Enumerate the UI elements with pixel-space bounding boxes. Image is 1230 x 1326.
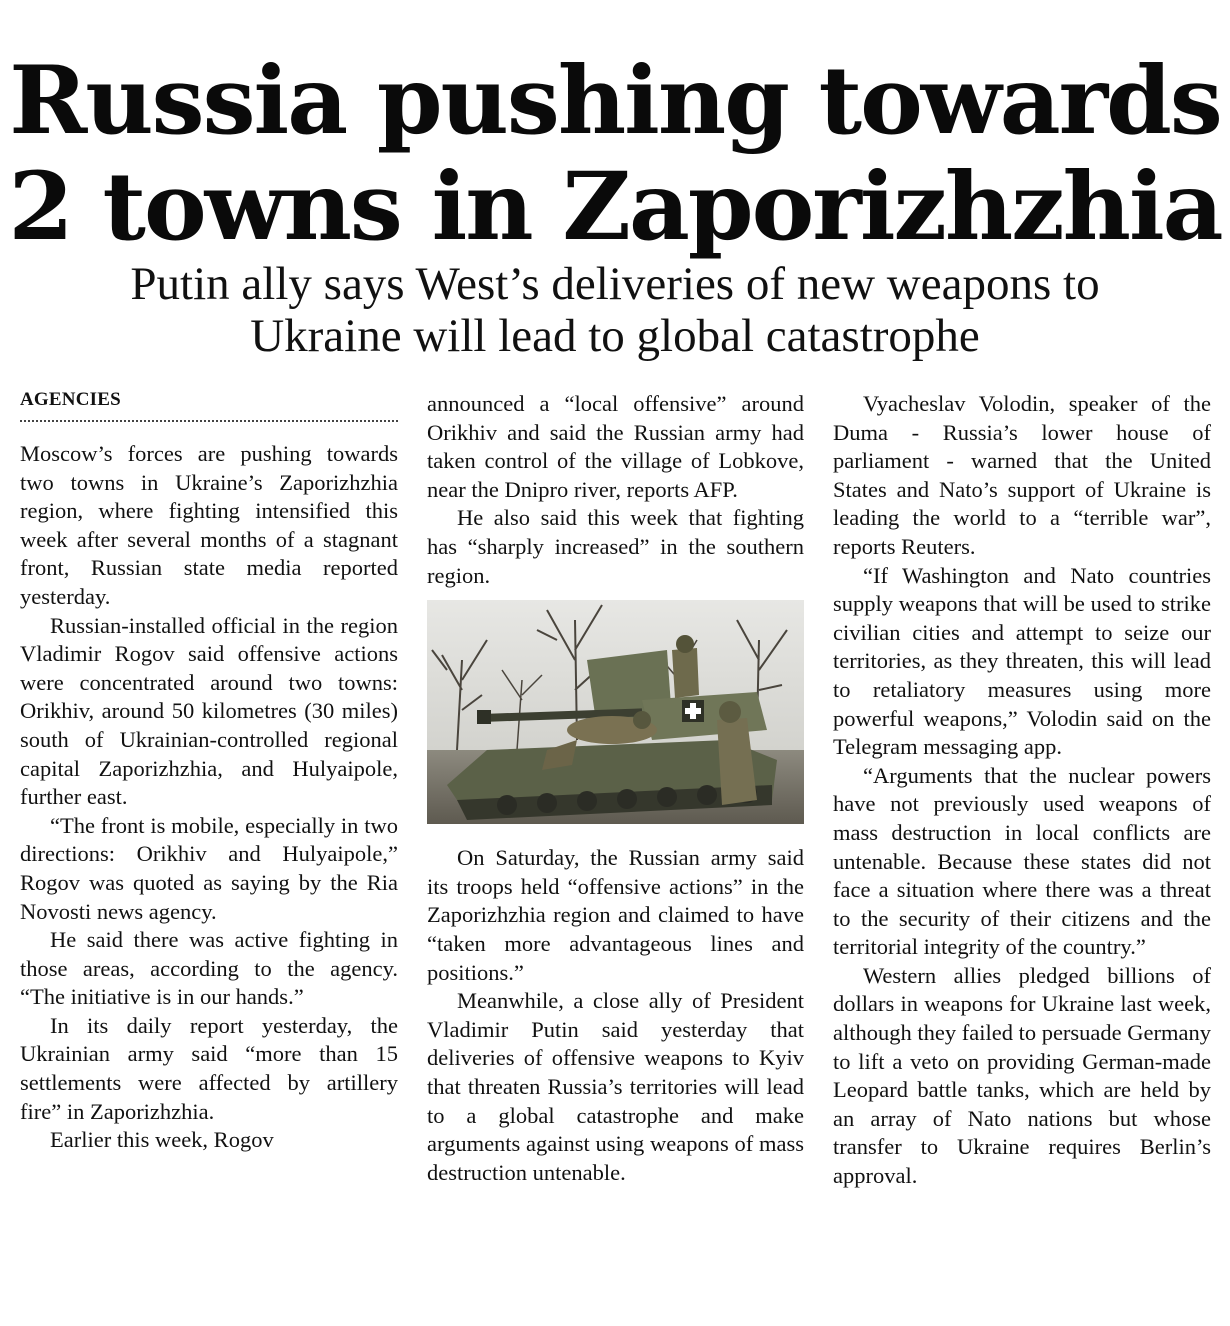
paragraph: “The front is mobile, especially in two directions: Orikhiv and Hulyaipole,” Rogov was quoted as saying by the Ria Novosti news agency.	[20, 812, 398, 924]
paragraph: “If Washington and Nato countries supply weapons that will be used to strike civilian cities and attempt to seize our territories, as they threaten, this will lead to retaliatory measures using more powerful weapons,” Volodin said on the Telegram messaging app.	[833, 562, 1211, 760]
column-3	[833, 390, 1211, 1191]
subheadline-line-1: Putin ally says West’s deliveries of new weapons to	[130, 258, 1100, 310]
byline: AGENCIES	[20, 390, 398, 422]
headline-line-1: Russia pushing towards	[9, 46, 1221, 156]
column-2	[427, 390, 804, 1187]
paragraph: On Saturday, the Russian army said its troops held “offensive actions” in the Zaporizhzhia region and claimed to have “taken more advantageous lines and positions.”	[427, 845, 804, 985]
column-1	[20, 390, 398, 1155]
headline	[0, 48, 1230, 260]
paragraph: announced a “local offensive” around Orikhiv and said the Russian army had taken control of the village of Lobkove, near the Dnipro river, reports AFP.	[427, 391, 804, 502]
headline-line-2: 2 towns in Zaporizhzhia	[8, 152, 1222, 262]
paragraph: Vyacheslav Volodin, speaker of the Duma - Russia’s lower house of parliament - warned that the United States and Nato’s support of Ukraine is leading the world to a “terrible war”, reports Reuters.	[833, 391, 1211, 559]
paragraph: Western allies pledged billions of dollars in weapons for Ukraine last week, although they failed to persuade Germany to lift a veto on providing German-made Leopard battle tanks, which are held by an array of Nato nations but whose transfer to Ukraine requires Berlin’s approval.	[833, 962, 1211, 1189]
tank-photo	[427, 600, 804, 824]
paragraph: In its daily report yesterday, the Ukrainian army said “more than 15 settlements were affected by artillery fire” in Zaporizhzhia.	[20, 1012, 398, 1124]
paragraph: Moscow’s forces are pushing towards two towns in Ukraine’s Zaporizhzhia region, where fighting intensified this week after several months of a stagnant front, Russian state media reported yesterday.	[20, 441, 398, 609]
paragraph: He said there was active fighting in those areas, according to the agency. “The initiative is in our hands.”	[20, 927, 398, 1010]
subheadline	[0, 258, 1230, 362]
paragraph: He also said this week that fighting has “sharply increased” in the southern region.	[427, 505, 804, 588]
paragraph: “Arguments that the nuclear powers have not previously used weapons of mass destruction in local conflicts are untenable. Because these states did not face a situation where there was a threat to the security of their citizens and the territorial integrity of the country.”	[833, 762, 1211, 960]
paragraph: Russian-installed official in the region Vladimir Rogov said offensive actions were concentrated around two towns: Orikhiv, around 50 kilometres (30 miles) south of Ukrainian-controlled regional capital Zaporizhzhia, and Hulyaipole, further east.	[20, 612, 398, 810]
paragraph: Earlier this week, Rogov	[50, 1127, 274, 1153]
paragraph: Meanwhile, a close ally of President Vladimir Putin said yesterday that deliveries of offensive weapons to Kyiv that threaten Russia’s territories will lead to a global catastrophe and make arguments against using weapons of mass destruction untenable.	[427, 988, 804, 1185]
subheadline-line-2: Ukraine will lead to global catastrophe	[250, 310, 980, 362]
